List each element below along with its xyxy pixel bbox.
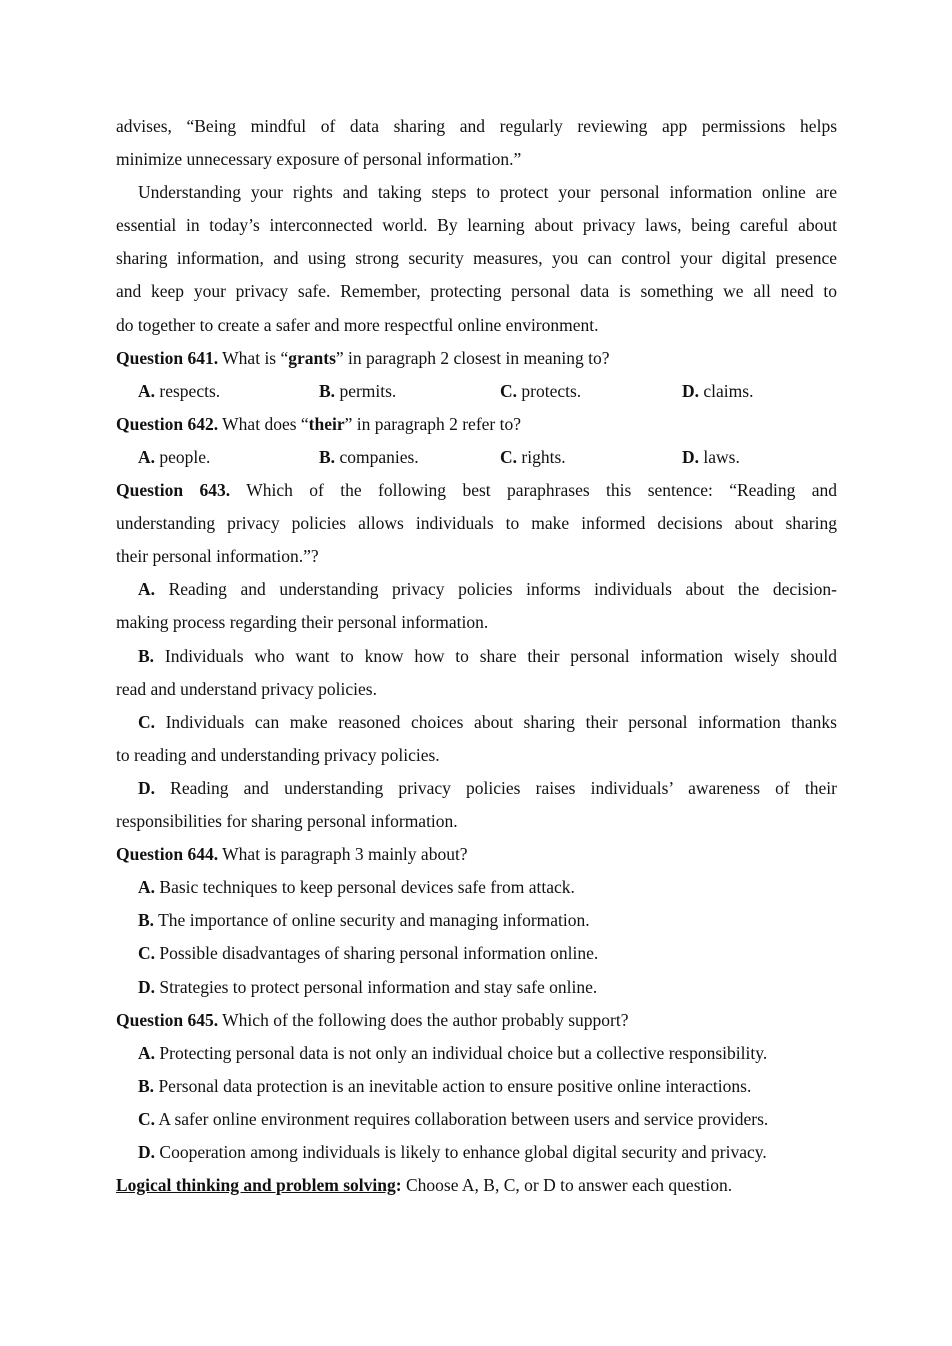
option-d[interactable] [138, 1136, 837, 1169]
passage-line: minimize unnecessary exposure of personal information.” [116, 149, 522, 169]
option-letter: A. [138, 579, 156, 599]
option-text: Reading and understanding privacy policies raises individuals’ awareness of their [155, 778, 837, 798]
option-text: responsibilities for sharing personal information. [116, 811, 458, 831]
option-letter: A. [138, 381, 156, 401]
section-instruction: Choose A, B, C, or D to answer each question. [401, 1175, 733, 1195]
option-text: making process regarding their personal information. [116, 612, 489, 632]
question-text: understanding privacy policies allows individuals to make informed decisions about sharing [116, 513, 837, 533]
option-letter: B. [138, 646, 155, 666]
option-letter: C. [500, 381, 518, 401]
question-keyword: their [308, 414, 345, 434]
option-text: Strategies to protect personal information and stay safe online. [155, 977, 598, 997]
option-letter: C. [500, 447, 518, 467]
option-letter: C. [138, 712, 156, 732]
question-label: Question 642. [116, 414, 219, 434]
option-text: laws. [699, 447, 740, 467]
section-heading [116, 1169, 837, 1202]
option-text: Protecting personal data is not only an individual choice but a collective responsibility. [155, 1043, 768, 1063]
option-a[interactable] [138, 871, 837, 904]
question-643-stem [116, 474, 837, 507]
question-label: Question 643. [116, 480, 231, 500]
passage-line: advises, “Being mindful of data sharing and regularly reviewing app permissions helps [116, 116, 837, 136]
section-title: Logical thinking and problem solving [116, 1175, 396, 1195]
option-text: Cooperation among individuals is likely to enhance global digital security and privacy. [155, 1142, 767, 1162]
question-text: their personal information.”? [116, 546, 319, 566]
passage-line: and keep your privacy safe. Remember, protecting personal data is something we all need to [116, 281, 837, 301]
option-text: Reading and understanding privacy policies informs individuals about the decision- [155, 579, 837, 599]
option-text: Possible disadvantages of sharing personal information online. [155, 943, 599, 963]
option-text: read and understand privacy policies. [116, 679, 377, 699]
option-letter: D. [682, 447, 700, 467]
option-letter: C. [138, 943, 156, 963]
option-text: permits. [335, 381, 397, 401]
option-d[interactable] [682, 375, 753, 408]
option-letter: D. [138, 1142, 156, 1162]
option-b[interactable] [319, 441, 419, 474]
question-641-options [0, 375, 952, 408]
option-text: Individuals who want to know how to share their personal information wisely should [154, 646, 837, 666]
passage-line: do together to create a safer and more respectful online environment. [116, 315, 599, 335]
option-d[interactable] [138, 772, 837, 805]
question-644-stem [116, 838, 837, 871]
option-d[interactable] [138, 971, 837, 1004]
option-text: A safer online environment requires collaboration between users and service providers. [155, 1109, 769, 1129]
option-c[interactable] [500, 375, 581, 408]
question-text: Which of the following best paraphrases this sentence: “Reading and [230, 480, 837, 500]
question-text: ” in paragraph 2 refer to? [344, 414, 521, 434]
option-text: Individuals can make reasoned choices about sharing their personal information thanks [155, 712, 837, 732]
question-642-options [0, 441, 952, 474]
question-text: Which of the following does the author probably support? [218, 1010, 629, 1030]
question-label: Question 641. [116, 348, 219, 368]
question-keyword: grants [288, 348, 336, 368]
option-c[interactable] [138, 1103, 837, 1136]
option-letter: A. [138, 877, 156, 897]
option-letter: B. [319, 447, 336, 467]
option-letter: B. [319, 381, 336, 401]
option-letter: B. [138, 1076, 155, 1096]
option-text: Basic techniques to keep personal devices safe from attack. [155, 877, 575, 897]
option-letter: A. [138, 1043, 156, 1063]
option-text: rights. [517, 447, 566, 467]
option-text: Personal data protection is an inevitable action to ensure positive online interactions. [154, 1076, 752, 1096]
section-colon: : [395, 1175, 402, 1195]
option-c[interactable] [138, 937, 837, 970]
question-text: ” in paragraph 2 closest in meaning to? [335, 348, 610, 368]
option-b[interactable] [138, 1070, 837, 1103]
option-text: respects. [155, 381, 221, 401]
option-a[interactable] [138, 441, 210, 474]
option-a[interactable] [138, 375, 220, 408]
question-642-stem [116, 408, 837, 441]
option-text: The importance of online security and managing information. [154, 910, 590, 930]
passage-line: essential in today’s interconnected world. By learning about privacy laws, being careful about [116, 215, 837, 235]
question-text: What is paragraph 3 mainly about? [218, 844, 468, 864]
question-label: Question 644. [116, 844, 219, 864]
option-letter: B. [138, 910, 155, 930]
option-text: people. [155, 447, 211, 467]
question-645-stem [116, 1004, 837, 1037]
option-d[interactable] [682, 441, 740, 474]
option-b[interactable] [319, 375, 396, 408]
option-letter: D. [682, 381, 700, 401]
question-text: What is “ [218, 348, 289, 368]
question-label: Question 645. [116, 1010, 219, 1030]
option-letter: D. [138, 977, 156, 997]
option-text: companies. [335, 447, 419, 467]
question-text: What does “ [218, 414, 309, 434]
option-text: claims. [699, 381, 754, 401]
question-641-stem [116, 342, 837, 375]
option-letter: D. [138, 778, 156, 798]
option-text: to reading and understanding privacy policies. [116, 745, 440, 765]
option-text: protects. [517, 381, 582, 401]
option-a[interactable] [138, 573, 837, 606]
passage-line: sharing information, and using strong security measures, you can control your digital presence [116, 248, 837, 268]
option-a[interactable] [138, 1037, 837, 1070]
option-b[interactable] [138, 904, 837, 937]
option-c[interactable] [500, 441, 566, 474]
option-c[interactable] [138, 706, 837, 739]
option-letter: A. [138, 447, 156, 467]
option-letter: C. [138, 1109, 156, 1129]
passage-line: Understanding your rights and taking steps to protect your personal information online are [138, 182, 837, 202]
option-b[interactable] [138, 640, 837, 673]
